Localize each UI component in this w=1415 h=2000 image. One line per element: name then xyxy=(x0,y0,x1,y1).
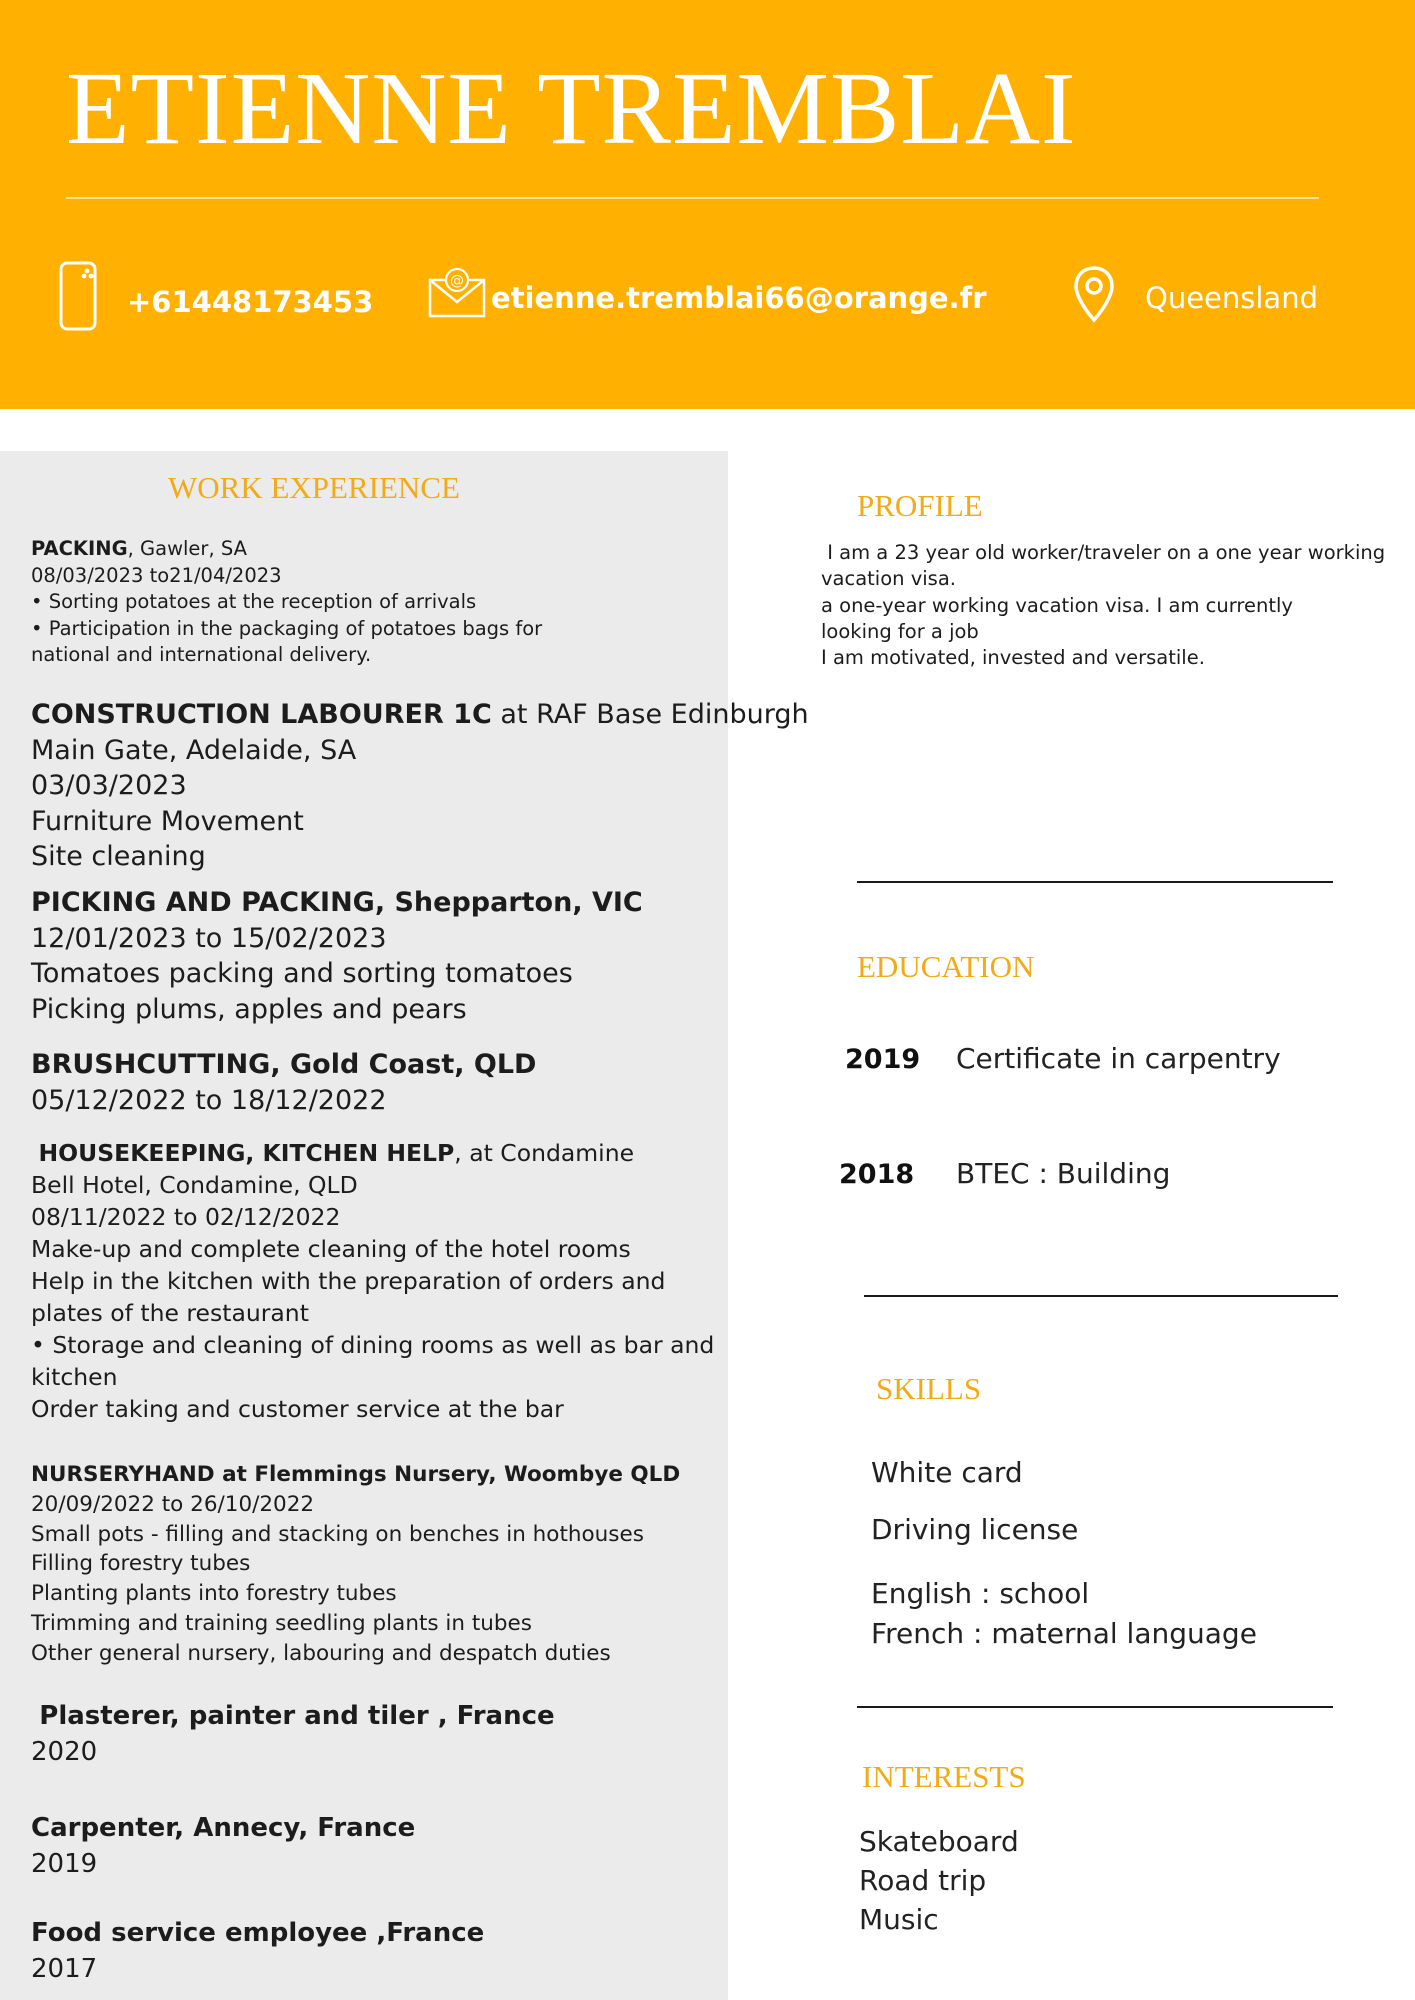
job-nurseryhand xyxy=(31,1460,680,1669)
job-line: 12/01/2023 to 15/02/2023 xyxy=(31,922,387,954)
svg-text:@: @ xyxy=(450,273,464,289)
job-line: Site cleaning xyxy=(31,841,206,872)
interests-heading: INTERESTS xyxy=(862,1759,1026,1794)
section-divider xyxy=(857,881,1333,883)
profile-line: looking for a job xyxy=(821,619,979,643)
profile-line: I am motivated, invested and versatile. xyxy=(821,646,1205,670)
job-carpenter xyxy=(31,1811,415,1882)
section-divider xyxy=(857,1706,1333,1708)
job-title: NURSERYHAND at Flemmings Nursery, Woombye QLD xyxy=(31,1462,681,1487)
job-line: 05/12/2022 to 18/12/2022 xyxy=(31,1084,387,1116)
job-brushcutting xyxy=(31,1047,536,1118)
skill-item: White card xyxy=(871,1456,1023,1489)
header-divider xyxy=(66,197,1319,199)
location-pin-icon xyxy=(1072,264,1116,324)
job-line: Help in the kitchen with the preparation of orders and xyxy=(31,1267,666,1295)
job-title: PICKING AND PACKING, Shepparton, VIC xyxy=(31,887,643,918)
header-banner xyxy=(0,0,1415,409)
job-line: 2020 xyxy=(31,1736,98,1767)
skill-item: Driving license xyxy=(871,1513,1079,1546)
education-heading: EDUCATION xyxy=(857,949,1035,984)
profile-line: a one-year working vacation visa. I am currently xyxy=(821,593,1293,617)
job-line: kitchen xyxy=(31,1363,118,1391)
job-food-service xyxy=(31,1916,484,1987)
job-line: Furniture Movement xyxy=(31,805,304,837)
job-line: Filling forestry tubes xyxy=(31,1551,251,1577)
email-address[interactable]: etienne.tremblai66@orange.fr xyxy=(491,281,987,315)
job-line: Small pots - filling and stacking on benches in hothouses xyxy=(31,1521,644,1547)
interest-item: Road trip xyxy=(859,1864,987,1897)
section-divider xyxy=(864,1295,1338,1297)
job-title: PACKING xyxy=(31,537,128,560)
profile-text xyxy=(821,540,1385,671)
job-line: Trimming and training seedling plants in tubes xyxy=(31,1610,532,1636)
job-location: , Gawler, SA xyxy=(127,537,247,560)
job-line: plates of the restaurant xyxy=(31,1299,309,1327)
job-title: Food service employee ,France xyxy=(31,1918,485,1948)
interest-item: Music xyxy=(859,1903,939,1936)
job-title: HOUSEKEEPING, KITCHEN HELP xyxy=(38,1139,455,1167)
job-line: Planting plants into forestry tubes xyxy=(31,1581,397,1607)
job-line: Other general nursery, labouring and despatch duties xyxy=(31,1640,611,1666)
education-year: 2019 xyxy=(845,1044,921,1075)
job-line: Bell Hotel, Condamine, QLD xyxy=(31,1171,358,1199)
job-line: national and international delivery. xyxy=(31,643,372,666)
skills-list xyxy=(871,1455,1257,1652)
education-year: 2018 xyxy=(839,1159,915,1190)
job-line: 2017 xyxy=(31,1953,98,1984)
job-line: Picking plums, apples and pears xyxy=(31,993,467,1025)
profile-line: I am a 23 year old worker/traveler on a one year working xyxy=(821,541,1386,564)
education-item: Certificate in carpentry xyxy=(956,1042,1281,1075)
job-line: 03/03/2023 xyxy=(31,770,187,801)
job-line: Make-up and complete cleaning of the hotel rooms xyxy=(31,1235,631,1263)
job-line: • Participation in the packaging of potatoes bags for xyxy=(31,616,543,640)
job-location: at RAF Base Edinburgh xyxy=(491,699,809,730)
candidate-name: ETIENNE TREMBLAI xyxy=(66,51,1077,166)
phone-icon xyxy=(58,260,100,334)
job-line: 2019 xyxy=(31,1848,98,1879)
job-picking-packing xyxy=(31,885,643,1027)
job-line: • Sorting potatoes at the reception of arrivals xyxy=(31,590,477,613)
email-icon xyxy=(428,266,488,320)
work-experience-heading: WORK EXPERIENCE xyxy=(168,470,460,505)
job-line: 20/09/2022 to 26/10/2022 xyxy=(31,1491,315,1517)
job-housekeeping xyxy=(31,1137,714,1425)
interests-list xyxy=(859,1822,1019,1939)
job-line: • Storage and cleaning of dining rooms as well as bar and xyxy=(31,1331,715,1359)
job-title: Plasterer, painter and tiler , France xyxy=(39,1701,555,1731)
job-line: Order taking and customer service at the bar xyxy=(31,1395,564,1423)
profile-heading: PROFILE xyxy=(857,488,983,523)
job-title: Carpenter, Annecy, France xyxy=(31,1813,416,1843)
phone-number[interactable]: +61448173453 xyxy=(127,285,374,319)
profile-line: vacation visa. xyxy=(821,567,956,591)
job-line: Tomatoes packing and sorting tomatoes xyxy=(31,958,573,989)
job-line: 08/11/2022 to 02/12/2022 xyxy=(31,1203,341,1231)
job-line: Main Gate, Adelaide, SA xyxy=(31,734,357,766)
job-construction-labourer xyxy=(31,697,809,875)
job-line: 08/03/2023 to21/04/2023 xyxy=(31,563,282,587)
skill-item: French : maternal language xyxy=(871,1617,1257,1650)
education-item: BTEC : Building xyxy=(956,1157,1171,1190)
job-title: BRUSHCUTTING, Gold Coast, QLD xyxy=(31,1049,537,1080)
job-plasterer xyxy=(31,1699,555,1770)
job-location: , at Condamine xyxy=(454,1139,635,1167)
job-packing xyxy=(31,536,542,669)
skills-heading: SKILLS xyxy=(876,1371,982,1406)
job-title: CONSTRUCTION LABOURER 1C xyxy=(31,699,492,730)
location: Queensland xyxy=(1145,281,1318,315)
skill-item: English : school xyxy=(871,1577,1090,1610)
interest-item: Skateboard xyxy=(859,1825,1019,1858)
